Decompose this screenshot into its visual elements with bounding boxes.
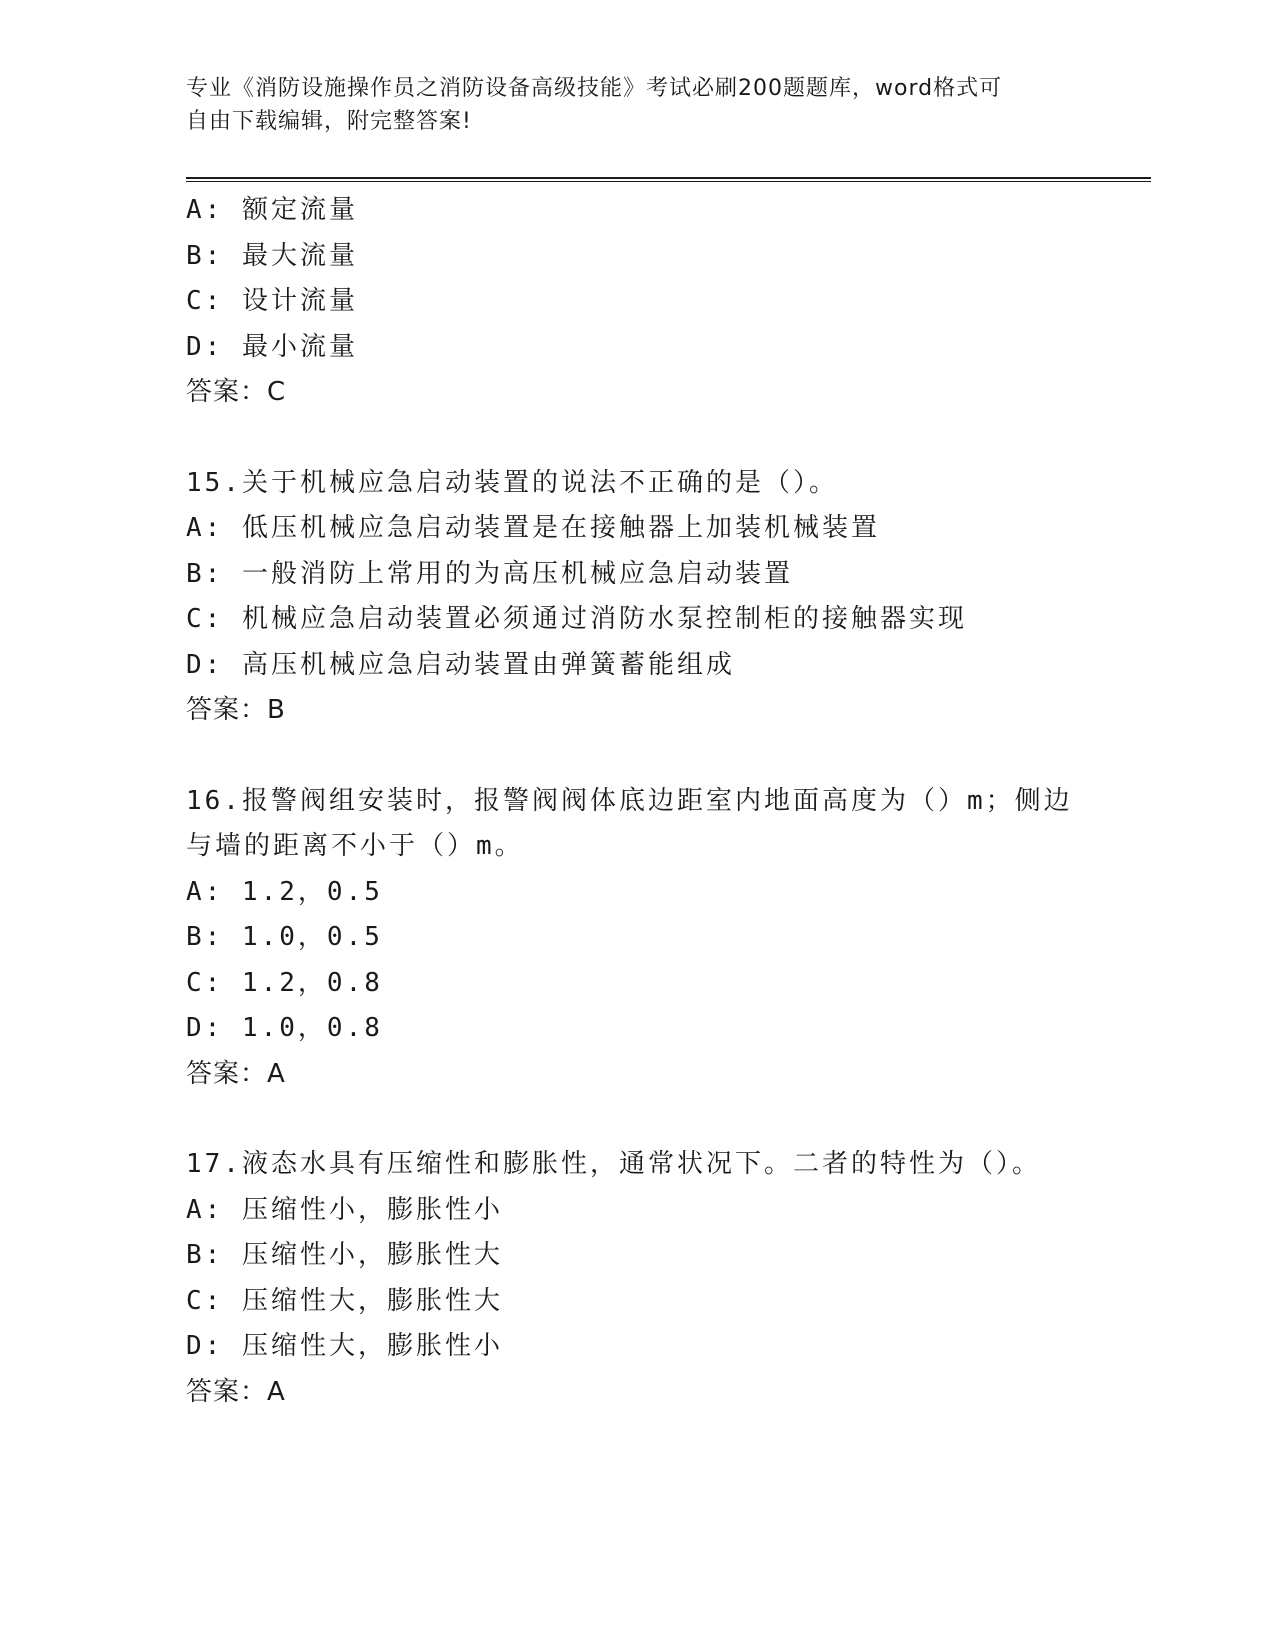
option-c: C: 机械应急启动装置必须通过消防水泵控制柜的接触器实现 — [186, 604, 967, 634]
option-d: D: 1.0，0.8 — [186, 1013, 383, 1043]
header-line-2: 自由下载编辑，附完整答案! — [186, 109, 472, 134]
header-line-1: 专业《消防设施操作员之消防设备高级技能》考试必刷200题题库，word格式可 — [186, 76, 1003, 101]
question-block-16 — [186, 779, 1146, 1098]
answer-line: 答案：C — [186, 377, 287, 407]
answer-line: 答案：A — [186, 1058, 286, 1089]
question-stem: 15.关于机械应急启动装置的说法不正确的是（）。 — [186, 467, 838, 498]
option-c: C: 设计流量 — [186, 286, 358, 316]
question-stem: 16.报警阀组安装时，报警阀阀体底边距室内地面高度为（）m；侧边 — [186, 785, 1073, 816]
page-header — [186, 72, 1086, 138]
option-c: C: 压缩性大，膨胀性大 — [186, 1285, 503, 1316]
option-b: B: 一般消防上常用的为高压机械应急启动装置 — [186, 558, 793, 589]
header-divider — [186, 177, 1151, 182]
question-list — [186, 188, 1146, 1415]
option-b: B: 最大流量 — [186, 240, 358, 271]
option-b: B: 压缩性小，膨胀性大 — [186, 1240, 503, 1270]
answer-line: 答案：B — [186, 695, 286, 725]
option-d: D: 压缩性大，膨胀性小 — [186, 1331, 503, 1361]
question-block-continued — [186, 188, 1146, 416]
question-stem-continued: 与墙的距离不小于（）m。 — [186, 831, 524, 861]
option-a: A: 1.2，0.5 — [186, 876, 383, 907]
option-b: B: 1.0，0.5 — [186, 922, 383, 952]
question-block-17 — [186, 1142, 1146, 1415]
question-block-15 — [186, 461, 1146, 734]
option-a: A: 低压机械应急启动装置是在接触器上加装机械装置 — [186, 513, 880, 543]
question-stem: 17.液态水具有压缩性和膨胀性，通常状况下。二者的特性为（）。 — [186, 1149, 1041, 1179]
option-d: D: 最小流量 — [186, 331, 358, 362]
answer-line: 答案：A — [186, 1376, 286, 1407]
option-a: A: 额定流量 — [186, 195, 358, 225]
option-a: A: 压缩性小，膨胀性小 — [186, 1194, 503, 1225]
option-d: D: 高压机械应急启动装置由弹簧蓄能组成 — [186, 649, 735, 680]
option-c: C: 1.2，0.8 — [186, 967, 383, 998]
